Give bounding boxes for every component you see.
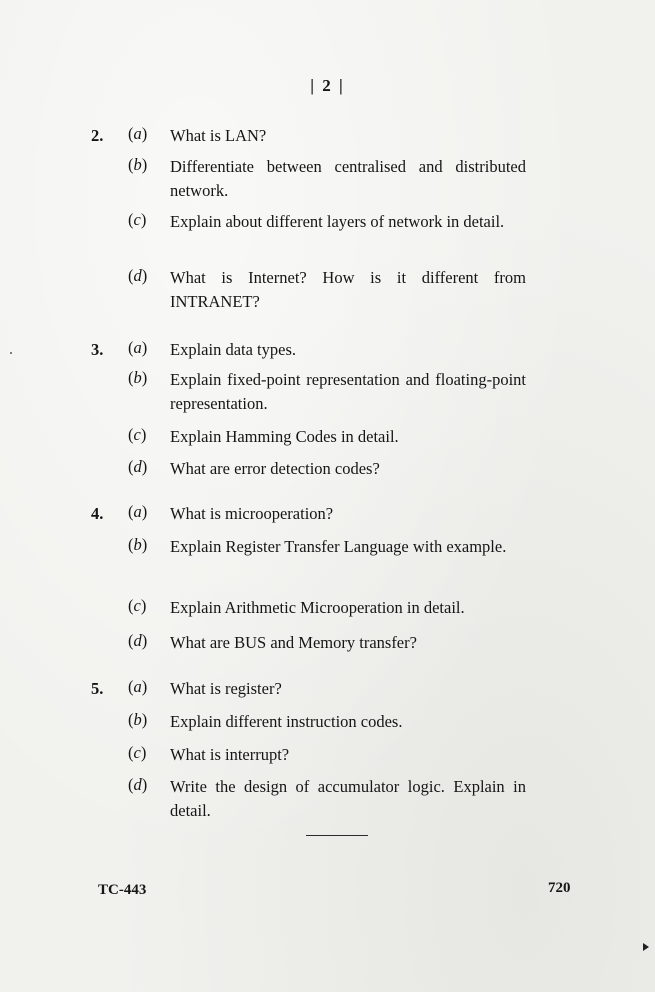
- part-text: Explain fixed-point representation and floating-point representation.: [170, 370, 526, 413]
- arrow-marker-icon: [643, 943, 649, 951]
- question-number: 5.: [91, 679, 104, 698]
- part-text: Explain different instruction codes.: [170, 712, 403, 731]
- part-text: What are BUS and Memory transfer?: [170, 633, 417, 652]
- part-text: Explain Arithmetic Microoperation in detail.: [170, 598, 465, 617]
- part-text: Explain Hamming Codes in detail.: [170, 427, 399, 446]
- part-label: (a): [128, 502, 148, 521]
- end-rule: [306, 835, 368, 836]
- part-label: (c): [128, 425, 147, 444]
- part-label: (b): [128, 368, 148, 387]
- part-label: (b): [128, 155, 148, 174]
- part-label: (b): [128, 535, 148, 554]
- paper-count: 720: [548, 880, 571, 896]
- part-label: (c): [128, 743, 147, 762]
- part-label: (d): [128, 457, 148, 476]
- part-text: What is LAN?: [170, 126, 267, 145]
- part-text: What are error detection codes?: [170, 459, 380, 478]
- part-text: What is register?: [170, 679, 282, 698]
- part-text: Differentiate between centralised and distributed network.: [170, 157, 526, 200]
- part-label: (d): [128, 631, 148, 650]
- part-label: (c): [128, 210, 147, 229]
- part-label: (d): [128, 266, 148, 285]
- part-label: (c): [128, 596, 147, 615]
- part-label: (a): [128, 124, 148, 143]
- question-number: 3.: [91, 340, 104, 359]
- paper-code: TC-443: [98, 882, 147, 898]
- part-label: (b): [128, 710, 148, 729]
- part-label: (d): [128, 775, 148, 794]
- part-label: (a): [128, 677, 148, 696]
- part-text: Write the design of accumulator logic. Explain in detail.: [170, 777, 526, 820]
- part-text: Explain about different layers of network in detail.: [170, 212, 505, 231]
- part-text: What is interrupt?: [170, 745, 290, 764]
- part-text: Explain data types.: [170, 340, 297, 359]
- question-number: 2.: [91, 126, 104, 145]
- part-text: What is Internet? How is it different from INTRANET?: [170, 268, 526, 311]
- part-text: Explain Register Transfer Language with example.: [170, 537, 507, 556]
- question-number: 4.: [91, 504, 104, 523]
- part-text: What is microoperation?: [170, 504, 334, 523]
- page-number: | 2 |: [310, 76, 345, 95]
- scan-speck: [10, 352, 12, 354]
- part-label: (a): [128, 338, 148, 357]
